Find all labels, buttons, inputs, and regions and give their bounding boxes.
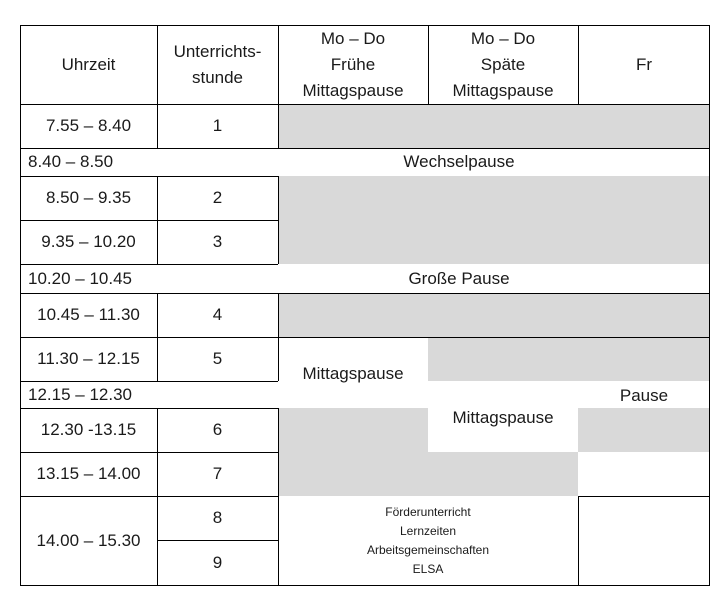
time-cell: 9.35 – 10.20: [41, 232, 136, 251]
late-lunch-label: Mittagspause: [452, 408, 554, 427]
shaded-cell: [428, 104, 578, 148]
grid-line: [578, 496, 710, 497]
afternoon-activities: Förderunterricht Lernzeiten Arbeitsgemeinschaften ELSA: [366, 505, 490, 576]
grid-line: [20, 408, 278, 409]
lesson-number: 4: [212, 305, 223, 324]
grid-line: [20, 496, 278, 497]
table-border: [20, 25, 21, 586]
time-cell: 8.40 – 8.50: [28, 152, 114, 171]
lesson-number: 1: [212, 116, 223, 135]
shaded-cell: [278, 293, 428, 337]
grid-line: [20, 220, 278, 221]
time-cell: 7.55 – 8.40: [45, 116, 132, 135]
time-cell: 11.30 – 12.15: [37, 349, 140, 368]
break-label: Große Pause: [408, 268, 510, 288]
time-cell: 14.00 – 15.30: [36, 530, 141, 550]
grid-line: [157, 540, 278, 541]
shaded-cell: [278, 176, 428, 264]
lesson-number: 5: [212, 349, 223, 368]
grid-line: [20, 337, 710, 338]
grid-line: [428, 25, 429, 104]
grid-line: [278, 25, 279, 148]
time-cell: 12.15 – 12.30: [28, 384, 132, 404]
friday-pause-label: Pause: [619, 386, 669, 405]
time-cell: 8.50 – 9.35: [45, 188, 132, 207]
school-timetable: [20, 25, 710, 586]
lesson-number: 3: [212, 232, 223, 251]
break-label: Wechselpause: [403, 152, 515, 171]
shaded-cell: [578, 408, 710, 452]
grid-line: [157, 408, 158, 585]
grid-line: [20, 264, 278, 265]
table-border: [20, 585, 710, 586]
shaded-cell: [428, 337, 578, 381]
header-time: Uhrzeit: [61, 54, 116, 74]
header-late-lunch: Mo – Do Späte Mittagspause: [452, 28, 554, 100]
table-border: [20, 25, 710, 26]
time-cell: 13.15 – 14.00: [36, 464, 141, 483]
shaded-cell: [278, 104, 428, 148]
grid-line: [20, 381, 278, 382]
lesson-number: 2: [212, 188, 223, 207]
shaded-cell: [578, 104, 710, 148]
grid-line: [20, 293, 710, 294]
time-cell: 10.20 – 10.45: [28, 268, 132, 288]
shaded-cell: [278, 452, 428, 496]
header-early-lunch: Mo – Do Frühe Mittagspause: [302, 28, 404, 100]
shaded-cell: [428, 452, 578, 496]
lesson-number: 6: [212, 420, 223, 439]
grid-line: [578, 25, 579, 104]
shaded-cell: [428, 176, 578, 264]
grid-line: [278, 176, 279, 264]
lesson-number: 7: [212, 464, 223, 483]
grid-line: [278, 408, 279, 585]
lesson-number: 9: [212, 552, 223, 572]
shaded-cell: [578, 337, 710, 381]
grid-line: [20, 148, 710, 149]
shaded-cell: [578, 293, 710, 337]
early-lunch-label: Mittagspause: [302, 364, 404, 383]
grid-line: [578, 496, 579, 586]
table-border: [709, 25, 710, 586]
time-cell: 12.30 -13.15: [40, 420, 137, 439]
grid-line: [157, 25, 158, 148]
grid-line: [20, 452, 278, 453]
grid-line: [157, 293, 158, 381]
lesson-number: 8: [212, 508, 223, 527]
shaded-cell: [428, 293, 578, 337]
time-cell: 10.45 – 11.30: [37, 305, 140, 324]
header-lesson: Unterrichts- stunde: [173, 41, 262, 87]
grid-line: [278, 293, 279, 381]
grid-line: [157, 176, 158, 264]
shaded-cell: [578, 176, 710, 264]
shaded-cell: [278, 408, 428, 452]
header-friday: Fr: [635, 54, 653, 74]
grid-line: [20, 104, 710, 105]
grid-line: [20, 176, 278, 177]
